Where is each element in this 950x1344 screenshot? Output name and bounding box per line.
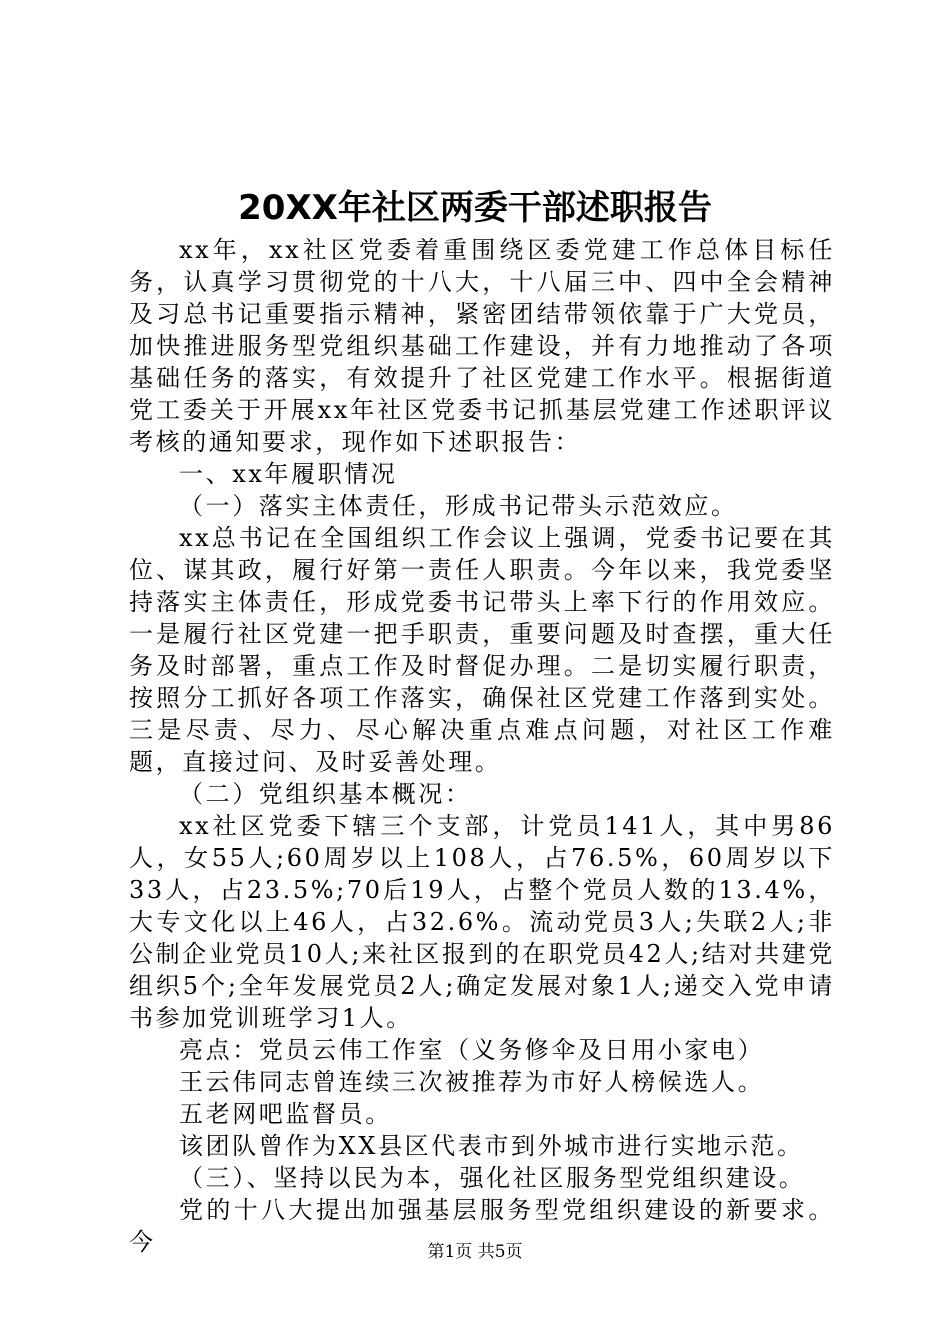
paragraph-overview: xx社区党委下辖三个支部，计党员141人，其中男86人，女55人;60周岁以上108人，占76.5%，60周岁以下33人，占23.5%;70后19人，占整个党员人数的13.4%，大专文化以上46人，占32.6%。流动党员3人;失联2人;非公制企业党员10人;来社区报到的在职党员42人;结对共建党组织5个;全年发展党员2人;确定发展对象1人;递交入党申请书参加党训班学习1人。 [129,812,835,1032]
subsection-heading-1: （一）落实主体责任，形成书记带头示范效应。 [179,492,738,520]
paragraph-highlight-3: 五老网吧监督员。 [179,1100,392,1128]
section-heading-1: 一、xx年履职情况 [179,460,398,488]
paragraph-highlight-2: 王云伟同志曾连续三次被推荐为市好人榜候选人。 [179,1068,765,1096]
paragraph-responsibility: xx总书记在全国组织工作会议上强调，党委书记要在其位、谋其政，履行好第一责任人职责。今年以来，我党委坚持落实主体责任，形成党委书记带头上率下行的作用效应。一是履行社区党建一把手职责，重要问题及时查摆，重大任务及时部署，重点工作及时督促办理。二是切实履行职责，按照分工抓好各项工作落实，确保社区党建工作落到实处。三是尽责、尽力、尽心解决重点难点问题，对社区工作难题，直接过问、及时妥善处理。 [129,524,835,776]
subsection-heading-2: （二）党组织基本概况： [179,780,472,808]
paragraph-highlight-4: 该团队曾作为XX县区代表市到外城市进行实地示范。 [179,1132,804,1160]
subsection-heading-3: （三）、坚持以民为本，强化社区服务型党组织建设。 [179,1164,806,1192]
document-title: 20XX年社区两委干部述职报告 [238,188,712,228]
paragraph-intro: xx年，xx社区党委着重围绕区委党建工作总体目标任务，认真学习贯彻党的十八大，十八届三中、四中全会精神及习总书记重要指示精神，紧密团结带领依靠于广大党员，加快推进服务型党组织基础工作建设，并有力地推动了各项基础任务的落实，有效提升了社区党建工作水平。根据街道党工委关于开展xx年社区党委书记抓基层党建工作述职评议考核的通知要求，现作如下述职报告： [129,236,835,456]
document-body [129,234,835,1258]
page-footer: 第1页 共5页 [427,1242,523,1262]
paragraph-service: 党的十八大提出加强基层服务型党组织建设的新要求。今 [129,1196,835,1256]
paragraph-highlight: 亮点：党员云伟工作室（义务修伞及日用小家电） [179,1036,765,1064]
